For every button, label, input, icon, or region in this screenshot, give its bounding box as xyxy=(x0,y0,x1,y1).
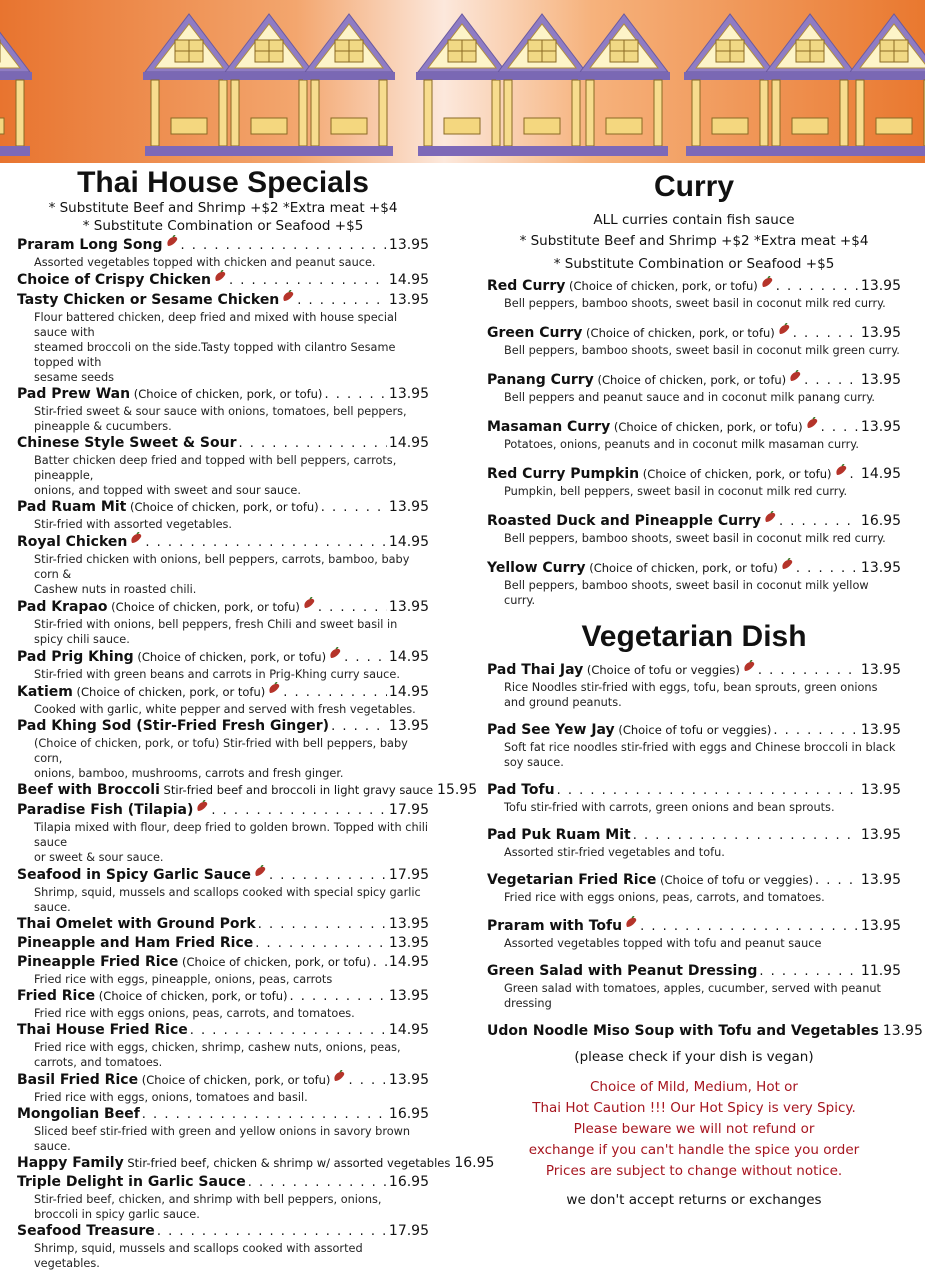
menu-item xyxy=(17,290,429,385)
menu-item xyxy=(17,498,429,532)
menu-item-name: Thai House Fried Rice xyxy=(17,1022,188,1038)
menu-item-description: Shrimp, squid, mussels and scallops cooked with assorted vegetables. xyxy=(34,1242,363,1270)
menu-item-row xyxy=(17,1070,429,1090)
leader-dots xyxy=(640,918,859,936)
curry-note-0: ALL curries contain fish sauce xyxy=(593,212,795,228)
menu-item-row xyxy=(487,511,901,531)
menu-item-description: Bell peppers, bamboo shoots, sweet basil in coconut milk red curry. xyxy=(504,531,886,545)
leader-dots xyxy=(850,466,859,484)
menu-item xyxy=(17,597,429,647)
menu-item xyxy=(487,370,901,405)
menu-item-row xyxy=(17,1222,429,1241)
menu-item-description: Bell peppers, bamboo shoots, sweet basil in coconut milk red curry. xyxy=(504,296,886,310)
menu-item-option: (Choice of chicken, pork, or tofu) xyxy=(565,278,758,293)
menu-item-price: 11.95 xyxy=(860,962,901,979)
menu-item-name: Pad Tofu xyxy=(487,781,555,798)
menu-item-description: Potatoes, onions, peanuts and in coconut milk masaman curry. xyxy=(504,437,859,451)
menu-item-name: Panang Curry xyxy=(487,371,594,388)
menu-item xyxy=(17,1154,495,1173)
menu-item-name: Pad Prig Khing xyxy=(17,649,134,665)
menu-item-option: (Choice of chicken, pork, or tofu) xyxy=(133,650,327,664)
menu-item-row xyxy=(17,987,429,1006)
leader-dots xyxy=(793,325,859,343)
menu-item xyxy=(17,1070,429,1105)
menu-item-description: sesame seeds xyxy=(34,371,115,384)
menu-item-name: Red Curry xyxy=(487,277,566,294)
menu-item-description: Sliced beef stir-fried with green and yellow onions in savory brown sauce. xyxy=(34,1125,411,1153)
menu-item xyxy=(487,781,901,815)
menu-item-option: (Choice of chicken, pork, or tofu) xyxy=(126,500,319,514)
leader-dots xyxy=(283,684,387,702)
menu-item xyxy=(17,647,429,682)
menu-item-price: 14.95 xyxy=(860,465,901,482)
menu-item xyxy=(487,721,901,770)
leader-dots xyxy=(331,718,387,736)
menu-item-name: Roasted Duck and Pineapple Curry xyxy=(487,512,761,529)
menu-item-option: (Choice of chicken, pork, or tofu) xyxy=(138,1073,331,1087)
menu-item xyxy=(487,323,901,358)
menu-item-option: (Choice of chicken, pork, or tofu) xyxy=(582,325,775,340)
menu-item-row xyxy=(17,270,429,290)
menu-item-row xyxy=(17,434,429,453)
menu-item-row xyxy=(487,781,901,800)
menu-item xyxy=(487,871,901,905)
menu-item-name: Masaman Curry xyxy=(487,418,611,435)
spice-warning xyxy=(487,1077,901,1182)
chili-pepper-icon xyxy=(253,865,267,879)
menu-item-name: Katiem xyxy=(17,684,73,700)
specials-title: Thai House Specials xyxy=(77,166,369,199)
menu-item-price: 13.95 xyxy=(388,916,429,932)
menu-item-price: 16.95 xyxy=(388,1174,429,1190)
chili-pepper-icon xyxy=(195,800,209,814)
spice-warning-line: Thai Hot Caution !!! Our Hot Spicy is very Spicy. xyxy=(532,1099,856,1116)
menu-item xyxy=(17,987,429,1021)
menu-item-price: 13.95 xyxy=(388,935,429,951)
menu-item-name: Choice of Crispy Chicken xyxy=(17,272,211,288)
menu-item-description: Cooked with garlic, white pepper and served with fresh vegetables. xyxy=(34,703,416,716)
menu-item xyxy=(487,511,901,546)
menu-item xyxy=(17,1222,429,1271)
menu-item-price: 13.95 xyxy=(388,1072,429,1088)
menu-item-option: (Choice of chicken, pork, or tofu) xyxy=(593,372,787,387)
leader-dots xyxy=(796,560,859,578)
menu-item-price: 13.95 xyxy=(388,386,429,402)
menu-item-price: 13.95 xyxy=(860,721,901,738)
spice-warning-line: Please beware we will not refund or xyxy=(573,1120,815,1137)
leader-dots xyxy=(758,662,859,680)
curry-list xyxy=(487,276,901,608)
menu-item-row xyxy=(487,1022,923,1041)
menu-item xyxy=(17,385,429,434)
menu-item xyxy=(487,464,901,499)
menu-item xyxy=(487,1022,923,1041)
menu-item-option: (Choice of tofu or veggies) xyxy=(583,662,740,677)
menu-item-row xyxy=(487,370,901,390)
menu-item-row xyxy=(17,934,429,953)
menu-item-description: Assorted vegetables topped with tofu and peanut sauce xyxy=(504,936,822,950)
menu-item-row xyxy=(17,953,429,972)
header-banner xyxy=(0,0,925,163)
menu-item xyxy=(487,660,901,710)
chili-pepper-icon xyxy=(165,235,179,249)
menu-item xyxy=(17,682,429,717)
menu-item-price: 14.95 xyxy=(388,1022,429,1038)
menu-item-description: pineapple & cucumbers. xyxy=(34,420,172,433)
menu-item-name: Praram with Tofu xyxy=(487,917,623,934)
menu-item-description: Bell peppers and peanut sauce and in coconut milk panang curry. xyxy=(504,390,876,404)
menu-item-name: Green Curry xyxy=(487,324,583,341)
chili-pepper-icon xyxy=(763,511,777,525)
menu-item-name: Vegetarian Fried Rice xyxy=(487,871,657,888)
menu-item-row xyxy=(17,915,429,934)
chili-pepper-icon xyxy=(267,682,281,696)
leader-dots xyxy=(321,499,387,517)
leader-dots xyxy=(181,237,387,255)
specials-column xyxy=(17,166,495,1271)
menu-item-option: (Choice of chicken, pork, or tofu) xyxy=(585,560,778,575)
menu-item-name: Pad See Yew Jay xyxy=(487,721,615,738)
menu-item-price: 13.95 xyxy=(860,324,901,341)
menu-item xyxy=(17,235,429,270)
menu-item-price: 14.95 xyxy=(388,534,429,550)
menu-item-option: (Choice of chicken, pork, or tofu) xyxy=(178,955,371,969)
leader-dots xyxy=(779,513,859,531)
leader-dots xyxy=(773,722,859,740)
menu-item-name: Pineapple and Ham Fried Rice xyxy=(17,935,254,951)
specials-list xyxy=(17,235,495,1271)
leader-dots xyxy=(297,292,387,310)
menu-item-price: 14.95 xyxy=(388,954,429,970)
menu-item-price: 14.95 xyxy=(388,272,429,288)
menu-item-description: Shrimp, squid, mussels and scallops cooked with special spicy garlic sauce. xyxy=(34,886,421,914)
menu-item xyxy=(487,558,901,608)
menu-item-row xyxy=(487,826,901,845)
leader-dots xyxy=(324,386,386,404)
menu-item-row xyxy=(17,498,429,517)
menu-item-name: Yellow Curry xyxy=(487,559,586,576)
menu-item-description: Bell peppers, bamboo shoots, sweet basil in coconut milk yellow curry. xyxy=(504,578,869,607)
menu-item-row xyxy=(17,290,429,310)
menu-item-description: Batter chicken deep fried and topped with bell peppers, carrots, pineapple, xyxy=(34,454,397,482)
menu-item xyxy=(17,934,429,953)
menu-item-name: Pad Puk Ruam Mit xyxy=(487,826,631,843)
chili-pepper-icon xyxy=(281,290,295,304)
curry-column xyxy=(487,166,923,1210)
menu-item-row xyxy=(17,717,429,736)
menu-item-price: 13.95 xyxy=(860,826,901,843)
menu-item-row xyxy=(17,1173,429,1192)
menu-item-description: Assorted vegetables topped with chicken and peanut sauce. xyxy=(34,256,376,269)
menu-item-description: Green salad with tomatoes, apples, cucumber, served with peanut dressing xyxy=(504,981,881,1010)
menu-item-row xyxy=(487,464,901,484)
menu-item-description: broccoli in spicy garlic sauce. xyxy=(34,1208,200,1221)
menu-item-name: Triple Delight in Garlic Sauce xyxy=(17,1174,246,1190)
menu-item-description: Flour battered chicken, deep fried and mixed with house special sauce with xyxy=(34,311,398,339)
menu-item-description: Assorted stir-fried vegetables and tofu. xyxy=(504,845,725,859)
menu-item-price: 16.95 xyxy=(454,1155,495,1171)
menu-item-option: Stir-fried beef, chicken & shrimp w/ assorted vegetables xyxy=(123,1156,451,1170)
chili-pepper-icon xyxy=(777,323,791,337)
chili-pepper-icon xyxy=(213,270,227,284)
vegetarian-list xyxy=(487,660,923,1041)
menu-item-description: Fried rice with eggs onions, peas, carrots, and tomatoes. xyxy=(504,890,825,904)
menu-item-description: Stir-fried beef, chicken, and shrimp with bell peppers, onions, xyxy=(34,1193,382,1206)
menu-item-price: 17.95 xyxy=(388,867,429,883)
leader-dots xyxy=(804,372,859,390)
menu-item-name: Red Curry Pumpkin xyxy=(487,465,640,482)
leader-dots xyxy=(248,1174,387,1192)
menu-item-description: Pumpkin, bell peppers, sweet basil in coconut milk red curry. xyxy=(504,484,848,498)
menu-item-row xyxy=(17,385,429,404)
menu-item-row xyxy=(17,865,429,885)
menu-item xyxy=(487,962,901,1011)
leader-dots xyxy=(258,916,387,934)
chili-pepper-icon xyxy=(788,370,802,384)
menu-item xyxy=(17,1173,429,1222)
menu-item xyxy=(17,1105,429,1154)
leader-dots xyxy=(142,1106,387,1124)
menu-item xyxy=(17,1021,429,1070)
leader-dots xyxy=(145,534,387,552)
chili-pepper-icon xyxy=(332,1070,346,1084)
leader-dots xyxy=(229,272,387,290)
menu-item-price: 13.95 xyxy=(860,917,901,934)
menu-item-name: Royal Chicken xyxy=(17,534,128,550)
spice-warning-line: Prices are subject to change without notice. xyxy=(545,1162,843,1179)
menu-item-description: Cashew nuts in roasted chili. xyxy=(34,583,197,596)
menu-item-description: Stir-fried with assorted vegetables. xyxy=(34,518,233,531)
menu-item-name: Seafood in Spicy Garlic Sauce xyxy=(17,867,251,883)
leader-dots xyxy=(633,827,859,845)
menu-item-price: 13.95 xyxy=(388,988,429,1004)
menu-item-row xyxy=(487,871,901,890)
menu-item xyxy=(17,781,478,800)
menu-item-price: 13.95 xyxy=(860,661,901,678)
leader-dots xyxy=(759,963,859,981)
chili-pepper-icon xyxy=(834,464,848,478)
menu-item-price: 16.95 xyxy=(860,512,901,529)
menu-item-option: Stir-fried beef and broccoli in light gravy sauce xyxy=(159,783,434,797)
leader-dots xyxy=(290,988,387,1006)
menu-item-option: (Choice of chicken, pork, or tofu) xyxy=(95,989,288,1003)
menu-item-price: 15.95 xyxy=(437,782,478,798)
leader-dots xyxy=(373,954,387,972)
menu-item-description: Stir-fried sweet & sour sauce with onions, tomatoes, bell peppers, xyxy=(34,405,407,418)
menu-item-name: Pad Khing Sod (Stir-Fried Fresh Ginger) xyxy=(17,718,330,734)
menu-item xyxy=(487,916,901,951)
menu-item-option: (Choice of chicken, pork, or tofu) xyxy=(639,466,832,481)
menu-item-description: Stir-fried with green beans and carrots in Prig-Khing curry sauce. xyxy=(34,668,400,681)
leader-dots xyxy=(318,599,387,617)
menu-item-option: (Choice of tofu or veggies) xyxy=(656,872,814,887)
menu-item-name: Mongolian Beef xyxy=(17,1106,140,1122)
leader-dots xyxy=(239,435,387,453)
menu-item-price: 13.95 xyxy=(860,418,901,435)
chili-pepper-icon xyxy=(328,647,342,661)
leader-dots xyxy=(255,935,387,953)
menu-item-price: 13.95 xyxy=(860,559,901,576)
menu-item-price: 17.95 xyxy=(388,1223,429,1239)
menu-item-description: Fried rice with eggs, onions, tomatoes and basil. xyxy=(34,1091,308,1104)
menu-item xyxy=(17,717,429,781)
specials-note-1: * Substitute Beef and Shrimp +$2 *Extra meat +$4 xyxy=(48,200,398,216)
menu-item-row xyxy=(17,800,429,820)
menu-item-row xyxy=(17,1154,495,1173)
menu-item-name: Pad Prew Wan xyxy=(17,386,131,402)
menu-item-price: 13.95 xyxy=(860,871,901,888)
menu-item-row xyxy=(487,660,901,680)
menu-item-price: 14.95 xyxy=(388,435,429,451)
menu-item-name: Green Salad with Peanut Dressing xyxy=(487,962,758,979)
menu-item-row xyxy=(487,916,901,936)
chili-pepper-icon xyxy=(129,532,143,546)
menu-item-name: Happy Family xyxy=(17,1155,124,1171)
vegetarian-title: Vegetarian Dish xyxy=(581,619,807,653)
leader-dots xyxy=(348,1072,386,1090)
menu-item-row xyxy=(17,597,429,617)
menu-item-row xyxy=(487,558,901,578)
menu-item-price: 13.95 xyxy=(860,781,901,798)
menu-item xyxy=(487,417,901,452)
leader-dots xyxy=(776,278,859,296)
menu-item-description: Tilapia mixed with flour, deep fried to golden brown. Topped with chili sauce xyxy=(34,821,429,849)
leader-dots xyxy=(557,782,859,800)
menu-item xyxy=(17,270,429,290)
menu-item-price: 16.95 xyxy=(388,1106,429,1122)
menu-item-description: Tofu stir-fried with carrots, green onions and bean sprouts. xyxy=(504,800,835,814)
chili-pepper-icon xyxy=(805,417,819,431)
menu-item xyxy=(17,915,429,934)
menu-item-option: (Choice of chicken, pork, or tofu) xyxy=(72,685,266,699)
menu-item-description: or sweet & sour sauce. xyxy=(34,851,164,864)
thai-pavilion-illustration xyxy=(0,0,925,163)
menu-item xyxy=(17,953,429,987)
menu-item-name: Praram Long Song xyxy=(17,237,163,253)
menu-item-description: Bell peppers, bamboo shoots, sweet basil in coconut milk green curry. xyxy=(504,343,900,357)
menu-item-description: (Choice of chicken, pork, or tofu) Stir-fried with bell peppers, baby corn, xyxy=(34,737,408,765)
menu-item-option: (Choice of tofu or veggies) xyxy=(614,722,772,737)
menu-item-name: Pineapple Fried Rice xyxy=(17,954,179,970)
leader-dots xyxy=(815,872,859,890)
menu-item-name: Paradise Fish (Tilapia) xyxy=(17,802,194,818)
menu-item-price: 13.95 xyxy=(388,237,429,253)
menu-item-price: 14.95 xyxy=(388,684,429,700)
vegan-note: (please check if your dish is vegan) xyxy=(574,1048,814,1065)
leader-dots xyxy=(344,649,387,667)
menu-item-name: Pad Thai Jay xyxy=(487,661,584,678)
menu-item-name: Chinese Style Sweet & Sour xyxy=(17,435,237,451)
spice-warning-line: Choice of Mild, Medium, Hot or xyxy=(590,1078,798,1095)
menu-item-name: Udon Noodle Miso Soup with Tofu and Vegetables xyxy=(487,1022,879,1039)
menu-item-row xyxy=(487,721,901,740)
menu-item-option: (Choice of chicken, pork, or tofu) xyxy=(107,600,300,614)
leader-dots xyxy=(821,419,859,437)
menu-item-row xyxy=(17,781,478,800)
menu-item-price: 13.95 xyxy=(388,599,429,615)
menu-item-description: Rice Noodles stir-fried with eggs, tofu, bean sprouts, green onions xyxy=(504,680,878,694)
menu-item-name: Seafood Treasure xyxy=(17,1223,155,1239)
menu-item xyxy=(17,800,429,865)
chili-pepper-icon xyxy=(624,916,638,930)
chili-pepper-icon xyxy=(760,276,774,290)
menu-item-row xyxy=(17,1021,429,1040)
menu-item-row xyxy=(487,962,901,981)
leader-dots xyxy=(157,1223,387,1241)
menu-item-row xyxy=(487,323,901,343)
menu-item-price: 13.95 xyxy=(882,1022,923,1039)
menu-item-option: (Choice of chicken, pork, or tofu) xyxy=(130,387,323,401)
leader-dots xyxy=(269,867,387,885)
menu-item xyxy=(17,532,429,597)
menu-item-description: onions, and topped with sweet and sour sauce. xyxy=(34,484,301,497)
menu-item-price: 13.95 xyxy=(388,499,429,515)
menu-item xyxy=(17,865,429,915)
menu-item-price: 13.95 xyxy=(388,718,429,734)
curry-note-1: * Substitute Beef and Shrimp +$2 *Extra meat +$4 xyxy=(519,232,869,249)
chili-pepper-icon xyxy=(302,597,316,611)
menu-item-price: 13.95 xyxy=(860,277,901,294)
menu-item-description: Fried rice with eggs, chicken, shrimp, cashew nuts, onions, peas, carrots, and tomatoes. xyxy=(34,1041,401,1069)
menu-item-description: and ground peanuts. xyxy=(504,695,622,709)
spice-warning-line: exchange if you can't handle the spice you order xyxy=(528,1141,860,1158)
chili-pepper-icon xyxy=(780,558,794,572)
leader-dots xyxy=(211,802,387,820)
menu-item-price: 17.95 xyxy=(388,802,429,818)
menu-item-row xyxy=(487,417,901,437)
menu-item-price: 14.95 xyxy=(388,649,429,665)
menu-item-row xyxy=(17,647,429,667)
menu-item-description: Soft fat rice noodles stir-fried with eggs and Chinese broccoli in black soy sauce. xyxy=(504,740,896,769)
menu-item-row xyxy=(17,1105,429,1124)
menu-item-name: Pad Krapao xyxy=(17,599,108,615)
menu-item xyxy=(487,826,901,860)
menu-item-row xyxy=(17,682,429,702)
menu-item-name: Beef with Broccoli xyxy=(17,782,160,798)
curry-note-2: * Substitute Combination or Seafood +$5 xyxy=(553,255,835,272)
leader-dots xyxy=(190,1022,387,1040)
menu-item-name: Pad Ruam Mit xyxy=(17,499,127,515)
menu-item xyxy=(17,434,429,498)
returns-note: we don't accept returns or exchanges xyxy=(566,1191,822,1208)
menu-item-price: 13.95 xyxy=(388,292,429,308)
menu-item-row xyxy=(17,532,429,552)
menu-item-description: Stir-fried chicken with onions, bell peppers, carrots, bamboo, baby corn & xyxy=(34,553,410,581)
curry-title: Curry xyxy=(653,170,735,203)
menu-item-price: 13.95 xyxy=(860,371,901,388)
menu-item-name: Tasty Chicken or Sesame Chicken xyxy=(17,292,280,308)
menu-item-description: Stir-fried with onions, bell peppers, fresh Chili and sweet basil in spicy chili sauce. xyxy=(34,618,398,646)
menu-item-row xyxy=(17,235,429,255)
menu-item-description: steamed broccoli on the side.Tasty topped with cilantro Sesame topped with xyxy=(34,341,396,369)
menu-item-name: Basil Fried Rice xyxy=(17,1072,139,1088)
menu-item-option: (Choice of chicken, pork, or tofu) xyxy=(610,419,803,434)
menu-item-name: Thai Omelet with Ground Pork xyxy=(17,916,256,932)
menu-item xyxy=(487,276,901,311)
chili-pepper-icon xyxy=(742,660,756,674)
menu-item-row xyxy=(487,276,901,296)
menu-item-description: Fried rice with eggs onions, peas, carrots, and tomatoes. xyxy=(34,1007,355,1020)
menu-item-name: Fried Rice xyxy=(17,988,96,1004)
menu-item-description: Fried rice with eggs, pineapple, onions, peas, carrots xyxy=(34,973,333,986)
menu-item-description: onions, bamboo, mushrooms, carrots and fresh ginger. xyxy=(34,767,344,780)
specials-note-2: * Substitute Combination or Seafood +$5 xyxy=(82,217,364,234)
